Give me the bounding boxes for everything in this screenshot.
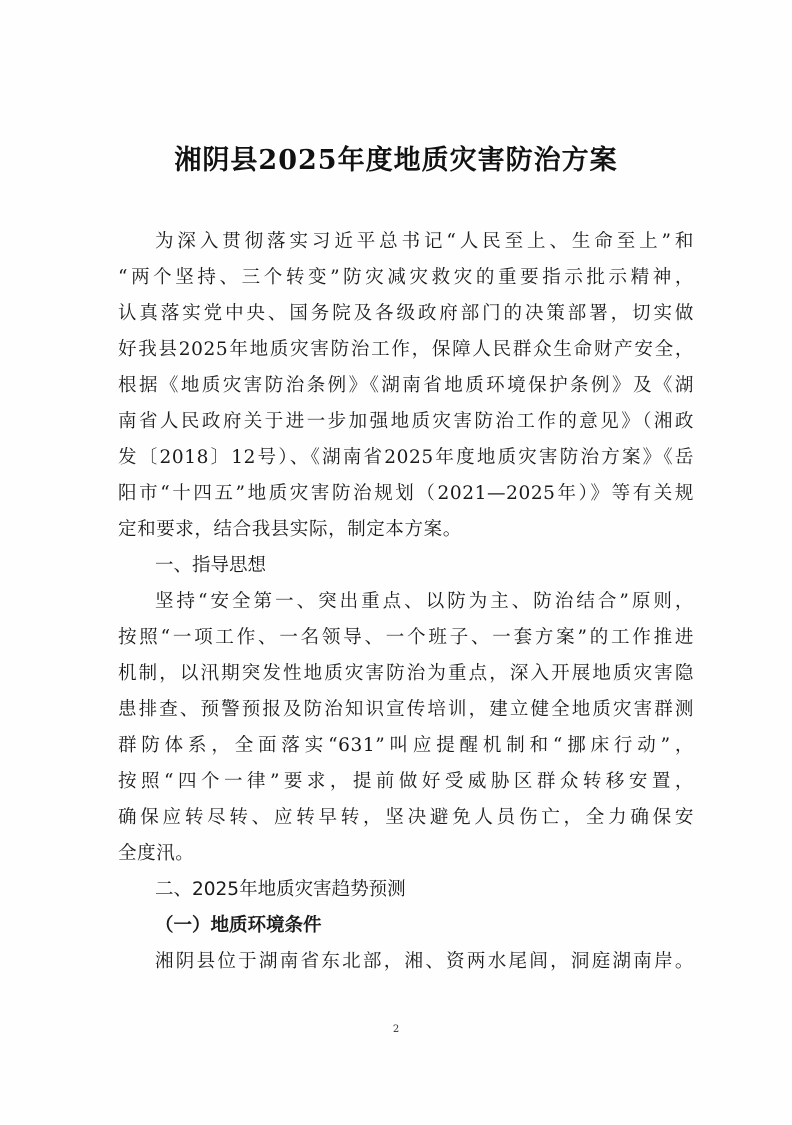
paragraph-line: 坚持“安全第一、突出重点、以防为主、防治结合”原则， <box>155 591 694 612</box>
paragraph-line: 全度汛。 <box>118 843 195 864</box>
document-title: 湘阴县2025年度地质灾害防治方案 <box>174 145 618 176</box>
page-number: 2 <box>392 1024 400 1035</box>
paragraph-line: 患排查、预警预报及防治知识宣传培训，建立健全地质灾害群测 <box>118 699 694 720</box>
paragraph-line: 为深入贯彻落实习近平总书记“人民至上、生命至上”和 <box>155 231 694 252</box>
paragraph-line: 南省人民政府关于进一步加强地质灾害防治工作的意见》（湘政 <box>118 411 694 432</box>
subsection-heading-geological-conditions: （一）地质环境条件 <box>155 915 322 936</box>
paragraph-line: 确保应转尽转、应转早转，坚决避免人员伤亡，全力确保安 <box>118 807 694 828</box>
paragraph-line: 根据《地质灾害防治条例》《湖南省地质环境保护条例》及《湖 <box>118 375 694 396</box>
paragraph-line: 按照“一项工作、一名领导、一个班子、一套方案”的工作推进 <box>118 627 694 648</box>
document-body <box>118 224 694 980</box>
paragraph-line: 好我县2025年地质灾害防治工作，保障人民群众生命财产安全， <box>118 339 694 360</box>
paragraph-line: 认真落实党中央、国务院及各级政府部门的决策部署，切实做 <box>118 303 694 324</box>
section-heading-guiding-ideology: 一、指导思想 <box>155 555 267 576</box>
paragraph-line: 群防体系，全面落实“631”叫应提醒机制和“挪床行动”， <box>118 735 694 756</box>
paragraph-line: 定和要求，结合我县实际，制定本方案。 <box>118 519 462 540</box>
paragraph-line: “两个坚持、三个转变”防灾减灾救灾的重要指示批示精神， <box>118 267 694 288</box>
paragraph-line: 按照“四个一律”要求，提前做好受威胁区群众转移安置， <box>118 771 694 792</box>
paragraph-line: 湘阴县位于湖南省东北部，湘、资两水尾闾，洞庭湖南岸。 <box>155 951 694 972</box>
paragraph-line: 机制，以汛期突发性地质灾害防治为重点，深入开展地质灾害隐 <box>118 663 694 684</box>
paragraph-line: 阳市“十四五”地质灾害防治规划（2021—2025年）》等有关规 <box>118 483 694 504</box>
section-heading-trend-forecast: 二、2025年地质灾害趋势预测 <box>155 879 406 900</box>
paragraph-line: 发〔2018〕12号）、《湖南省2025年度地质灾害防治方案》《岳 <box>118 447 694 468</box>
